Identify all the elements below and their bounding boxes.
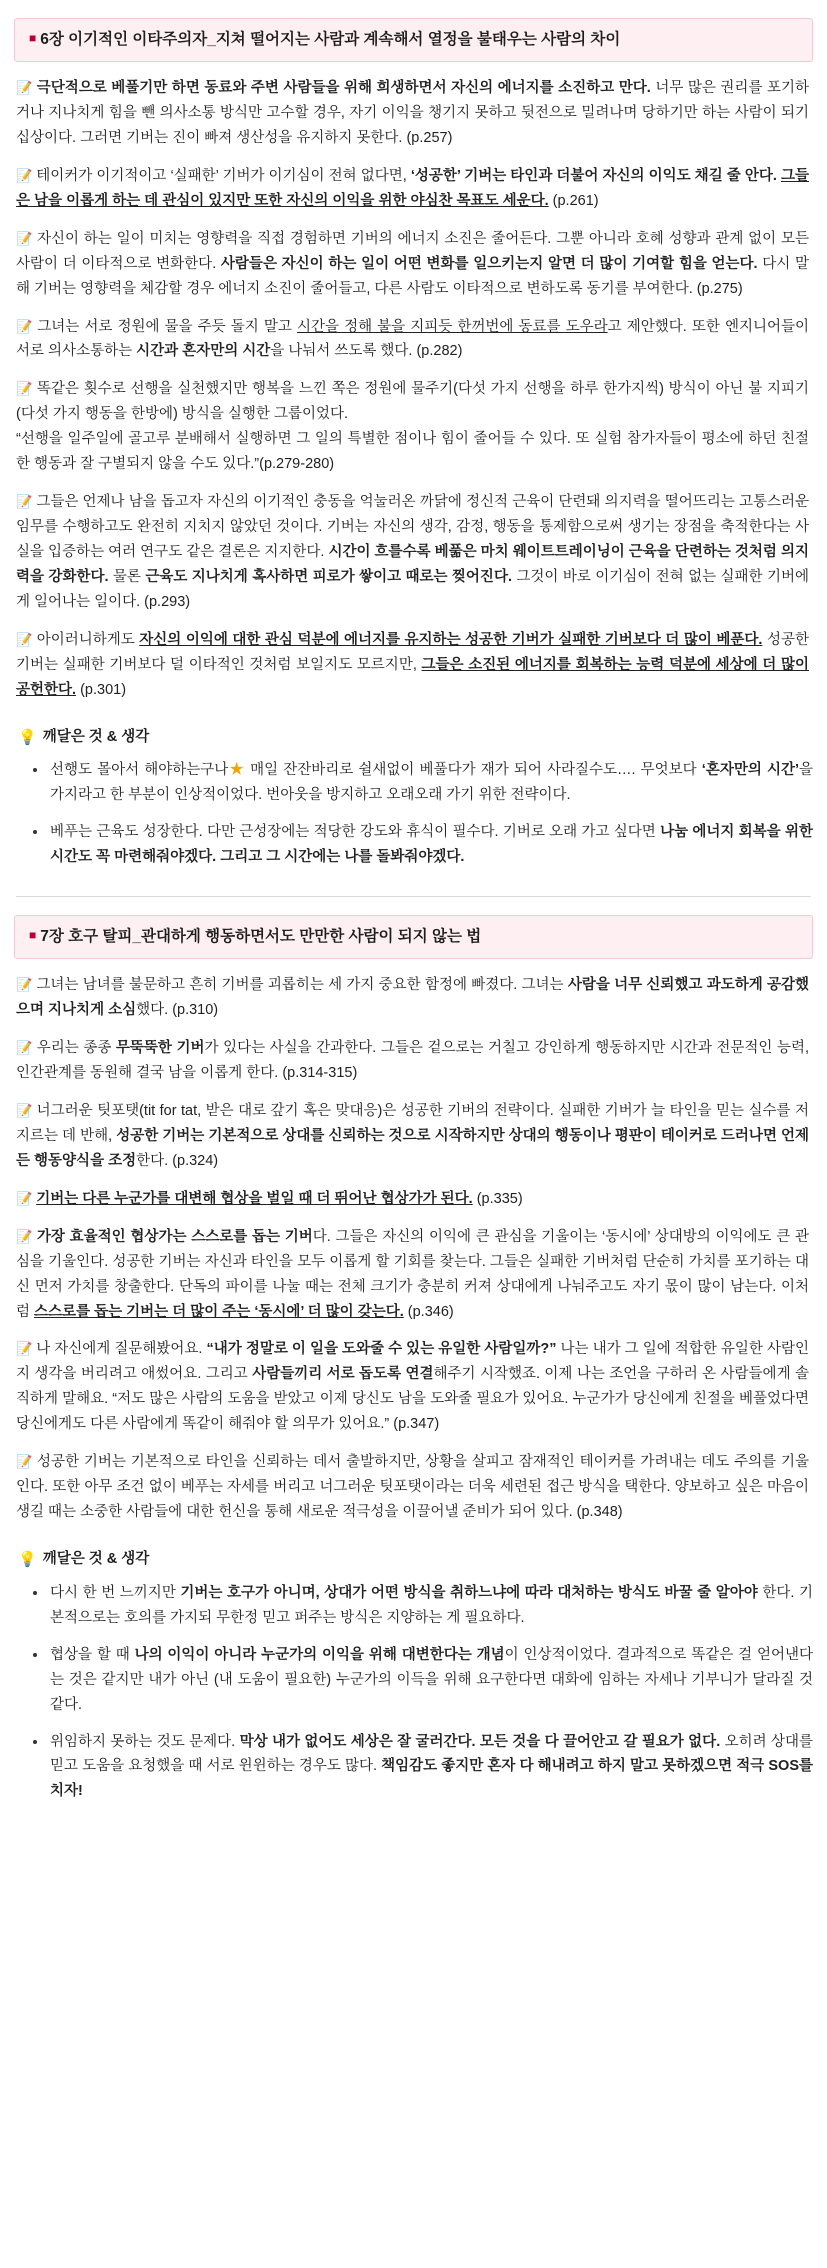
emphasized-text: 기버는 다른 누군가를 대변해 협상을 벌일 때 더 뛰어난 협상가가 된다. (36, 1190, 473, 1207)
emphasized-text: 시간과 혼자만의 시간 (136, 343, 271, 360)
body-text: 우리는 종종 (36, 1040, 116, 1057)
emphasized-text: 근육도 지나치게 혹사하면 피로가 쌓이고 때로는 찢어진다. (145, 568, 512, 585)
quote-paragraph (14, 973, 813, 1023)
quote-paragraph (14, 227, 813, 302)
emphasized-text: 가장 효율적인 협상가는 스스로를 돕는 기버 (36, 1228, 313, 1245)
body-text: 해주기 시작했죠. 이제 나는 조언을 구하러 온 사람들에게 솔직하게 말해요. “저도 많은 사람의 도움을 받았고 이제 당신도 남을 도와줄 필요가 있어요. 누군가가 당신에게 친절을 베풀었다면 당신에게도 다른 사람에게 똑같이 해줘야 할 의무가 있어요.” (p.347) (16, 1366, 809, 1433)
body-text: 매일 잔잔바리로 쉴새없이 베풀다가 재가 되어 사라질수도…. 무엇보다 (245, 762, 702, 779)
quote-paragraph (14, 1225, 813, 1325)
lightbulb-icon: 💡 (18, 728, 37, 746)
quote-paragraph (14, 1036, 813, 1086)
body-text: 고 제안했다. 또한 엔지니어들이 서로 의사소통하는 (16, 318, 810, 360)
body-text: 했다. (p.310) (136, 1002, 219, 1019)
memo-pen-icon: 📝 (16, 1228, 33, 1244)
body-text: 을 가지라고 한 부분이 인상적이었다. 번아웃을 방지하고 오래오래 가기 위한 전략이다. (50, 762, 814, 804)
memo-pen-icon: 📝 (16, 1341, 33, 1357)
square-bullet-icon: ■ (29, 928, 37, 943)
body-text: 너그러운 팃포탯(tit for tat, 받은 대로 갚기 혹은 맞대응)은 성공한 기버의 전략이다. 실패한 기버가 늘 타인을 믿는 실수를 저지르는 데 반해, (16, 1102, 809, 1144)
body-text: 한다. 기본적으로는 호의를 가지되 무한정 믿고 퍼주는 방식은 지양하는 게 필요하다. (50, 1584, 814, 1626)
body-text: 협상을 할 때 (50, 1646, 135, 1663)
body-text: 자신이 하는 일이 미치는 영향력을 직접 경험하면 기버의 에너지 소진은 줄어든다. 그뿐 아니라 호혜 성향과 관계 없이 모든 사람이 더 이타적으로 변화한다. (16, 230, 809, 272)
body-text: 그녀는 남녀를 불문하고 흔히 기버를 괴롭히는 세 가지 중요한 함정에 빠졌다. 그녀는 (36, 977, 568, 994)
quote-paragraph (14, 1337, 813, 1437)
quote-paragraph (14, 1187, 813, 1212)
lightbulb-icon: 💡 (18, 1551, 37, 1569)
quote-paragraph (14, 164, 813, 214)
body-text: 그녀는 서로 정원에 물을 주듯 돌지 말고 (37, 318, 297, 335)
quote-paragraph (14, 76, 813, 151)
quote-paragraph (14, 315, 813, 365)
quote-paragraph (14, 628, 813, 703)
body-text: (p.346) (403, 1303, 454, 1320)
emphasized-text: 책임감도 좋지만 혼자 다 해내려고 하지 말고 못하겠으면 적극 SOS를 치자! (50, 1758, 813, 1800)
emphasized-text: 막상 내가 없어도 세상은 잘 굴러간다. 모든 것을 다 끌어안고 갈 필요가 없다. (239, 1733, 721, 1750)
body-text: 그것이 바로 이기심이 전혀 없는 실패한 기버에게 일어나는 일이다. (p.293) (16, 568, 809, 610)
emphasized-text: ‘성공한’ 기버는 타인과 더불어 자신의 이익도 채길 줄 안다. (410, 167, 777, 184)
emphasized-text: 스스로를 돕는 기버는 더 많이 주는 ‘동시에’ 더 많이 갖는다. (34, 1303, 404, 1320)
emphasized-text: 사람들끼리 서로 돕도록 연결 (252, 1366, 434, 1383)
body-text: 똑같은 횟수로 선행을 실천했지만 행복을 느낀 쪽은 정원에 물주기(다섯 가지 선행을 하루 한가지씩) 방식이 아닌 불 지피기(다섯 가지 행동을 한방에) 방식을 실행한 그룹이었다. (16, 381, 810, 423)
insight-heading-6 (18, 725, 813, 751)
body-text: (p.261) (548, 192, 599, 209)
insight-heading-7-text: 깨달은 것 & 생각 (42, 1551, 150, 1568)
memo-pen-icon: 📝 (16, 977, 33, 993)
emphasized-text: 사람을 너무 신뢰했고 과도하게 공감했으며 지나치게 소심 (16, 977, 810, 1019)
body-text: 위임하지 못하는 것도 문제다. (50, 1733, 240, 1750)
body-text: 오히려 상대를 믿고 도움을 요청했을 때 서로 윈윈하는 경우도 많다. (50, 1733, 813, 1775)
insight-item (48, 820, 813, 870)
insight-item (48, 1730, 813, 1805)
emphasized-text: 기버는 호구가 아니며, 상대가 어떤 방식을 취하느냐에 따라 대처하는 방식도 바꿀 줄 알아야 (180, 1584, 758, 1601)
emphasized-text: 시간을 정해 불을 지피듯 한꺼번에 동료를 도우라 (296, 318, 608, 335)
chapter-heading-6-text: 6장 이기적인 이타주의자_지쳐 떨어지는 사람과 계속해서 열정을 불태우는 사람의 차이 (40, 31, 621, 48)
body-text: “선행을 일주일에 골고루 분배해서 실행하면 그 일의 특별한 점이나 힘이 줄어들 수 있다. 또 실험 참가자들이 평소에 하던 친절한 행동과 잘 구별되지 않을 수도 있다.”(p.279-280) (16, 431, 809, 473)
emphasized-text: “내가 정말로 이 일을 도와줄 수 있는 유일한 사람일까?” (206, 1341, 557, 1358)
body-text: 을 나눠서 쓰도록 했다. (p.282) (270, 343, 463, 360)
quote-paragraph (14, 377, 813, 477)
emphasized-text: 성공한 기버는 기본적으로 상대를 신뢰하는 것으로 시작하지만 상대의 행동이나 평판이 테이커로 드러나면 언제든 행동양식을 조정 (16, 1127, 810, 1169)
emphasized-text: 자신의 이익에 대한 관심 덕분에 에너지를 유지하는 성공한 기버가 실패한 기버보다 더 많이 베푼다. (139, 631, 763, 648)
emphasized-text: 나의 이익이 아니라 누군가의 이익을 위해 대변한다는 개념 (134, 1646, 505, 1663)
quote-list-7 (14, 973, 813, 1525)
insight-heading-6-text: 깨달은 것 & 생각 (42, 729, 150, 746)
memo-pen-icon: 📝 (16, 80, 33, 96)
square-bullet-icon: ■ (29, 31, 37, 45)
memo-pen-icon: 📝 (16, 631, 33, 647)
emphasized-text: ★ (228, 762, 246, 779)
insight-item (48, 1643, 813, 1718)
insight-list-7 (14, 1581, 813, 1805)
body-text: 아이러니하게도 (36, 631, 140, 648)
quote-list-6 (14, 76, 813, 703)
emphasized-text: 그들은 소진된 에너지를 회복하는 능력 덕분에 세상에 더 많이 공헌한다. (16, 656, 809, 698)
body-text: 다시 한 번 느끼지만 (50, 1584, 181, 1601)
body-text: 가 있다는 사실을 간과한다. 그들은 겉으로는 거칠고 강인하게 행동하지만 시간과 전문적인 능력, 인간관계를 동원해 결국 남을 이롭게 한다. (p.314-315) (16, 1040, 810, 1082)
insight-heading-7 (18, 1547, 813, 1573)
emphasized-text: 사람들은 자신이 하는 일이 어떤 변화를 일으키는지 알면 더 많이 기여할 힘을 얻는다. (220, 255, 758, 272)
body-text: 테이커가 이기적이고 ‘실패한’ 기버가 이기심이 전혀 없다면, (36, 167, 411, 184)
body-text: 성공한 기버는 기본적으로 타인을 신뢰하는 데서 출발하지만, 상황을 살피고 잠재적인 테이커를 가려내는 데도 주의를 기울인다. 또한 아무 조건 없이 베푸는 자세를 버리고 너그러운 팃포탯이라는 더욱 세련된 접근 방식을 택한다. 양보하고 싶은 마음이 생길 때는 소중한 사람들에 대한 헌신을 통해 새로운 적극성을 이끌어낼 준비가 되어 있다. (p.348) (16, 1454, 810, 1521)
memo-pen-icon: 📝 (16, 381, 33, 397)
chapter-heading-7 (14, 915, 813, 959)
body-text: 한다. (p.324) (136, 1152, 219, 1169)
section-divider (16, 896, 811, 897)
emphasized-text: ‘혼자만의 시간’ (701, 762, 799, 779)
chapter-heading-6 (14, 18, 813, 62)
quote-paragraph (14, 1099, 813, 1174)
emphasized-text: 그들은 남을 이롭게 하는 데 관심이 있지만 또한 자신의 이익을 위한 야심찬 목표도 세운다. (16, 167, 809, 209)
body-text: 물론 (108, 568, 146, 585)
emphasized-text: 극단적으로 베풀기만 하면 동료와 주변 사람들을 위해 희생하면서 자신의 에너지를 소진하고 만다. (36, 80, 651, 97)
body-text: (p.335) (472, 1190, 523, 1207)
body-text: 그들은 언제나 남을 돕고자 자신의 이기적인 충동을 억눌러온 까닭에 정신적 근육이 단련돼 의지력을 떨어뜨리는 고통스러운 임무를 수행하고도 완전히 지치지 않았던 것이다. 기버는 자신의 생각, 감정, 행동을 통제함으로써 생기는 장점을 축적한다는 사실을 입증하는 여러 연구도 같은 결론은 지지한다. (16, 494, 809, 561)
body-text: 다시 말해 기버는 영향력을 체감할 경우 에너지 소진이 줄어들고, 다른 사람도 이타적으로 변하도록 동기를 부여한다. (p.275) (16, 255, 810, 297)
body-text: 성공한 기버는 실패한 기버보다 덜 이타적인 것처럼 보일지도 모르지만, (16, 631, 809, 673)
memo-pen-icon: 📝 (16, 318, 34, 334)
emphasized-text: 무뚝뚝한 기버 (115, 1040, 205, 1057)
body-text: 선행도 몰아서 해야하는구나 (50, 762, 229, 779)
chapter-heading-7-text: 7장 호구 탈피_관대하게 행동하면서도 만만한 사람이 되지 않는 법 (40, 928, 482, 946)
insight-item (48, 1581, 813, 1631)
body-text: (p.301) (76, 681, 127, 698)
memo-pen-icon: 📝 (16, 494, 33, 510)
body-text: 나는 내가 그 일에 적합한 유일한 사람인지 생각을 버리려고 애썼어요. 그리고 (16, 1341, 809, 1383)
body-text: 베푸는 근육도 성장한다. 다만 근성장에는 적당한 강도와 휴식이 필수다. 기버로 오래 가고 싶다면 (50, 824, 661, 841)
memo-pen-icon: 📝 (16, 1102, 33, 1118)
memo-pen-icon: 📝 (16, 1454, 33, 1470)
body-text: 다. 그들은 자신의 이익에 큰 관심을 기울이는 ‘동시에’ 상대방의 이익에도 큰 관심을 기울인다. 성공한 기버는 자신과 타인을 모두 이롭게 할 기회를 찾는다. 그들은 실패한 기버처럼 단순히 가치를 포기하는 대신 먼저 가치를 창출한다. 단독의 파이를 나눌 때는 전체 크기가 충분히 커져 상대에게 나눠주고도 자기 몫이 많이 남는다. 이처럼 (16, 1228, 810, 1320)
insight-item (48, 758, 813, 808)
emphasized-text: 나눔 에너지 회복을 위한 시간도 꼭 마련해줘야겠다. 그리고 그 시간에는 나를 돌봐줘야겠다. (50, 824, 813, 866)
body-text: 이 인상적이었다. 결과적으로 똑같은 걸 얻어낸다는 것은 같지만 내가 아닌 (내 도움이 필요한) 누군가의 이득을 위해 요구한다면 대화에 임하는 자세나 기부니가 달라질 것 같다. (50, 1646, 813, 1713)
body-text: 너무 많은 권리를 포기하거나 지나치게 힘을 뺀 의사소통 방식만 고수할 경우, 자기 이익을 챙기지 못하고 뒷전으로 밀려나며 당하기만 하는 사람이 되기 십상이다. 그러면 기버는 진이 빠져 생산성을 유지하지 못한다. (p.257) (16, 80, 809, 146)
memo-pen-icon: 📝 (16, 1190, 33, 1206)
memo-pen-icon: 📝 (16, 167, 33, 183)
memo-pen-icon: 📝 (16, 1040, 33, 1056)
memo-pen-icon: 📝 (16, 230, 33, 246)
quote-paragraph (14, 1450, 813, 1525)
body-text: 나 자신에게 질문해봤어요. (36, 1341, 207, 1358)
quote-paragraph (14, 490, 813, 615)
emphasized-text: 시간이 흐를수록 베풂은 마치 웨이트트레이닝이 근육을 단련하는 것처럼 의지력을 강화한다. (16, 544, 809, 585)
insight-list-6 (14, 758, 813, 870)
